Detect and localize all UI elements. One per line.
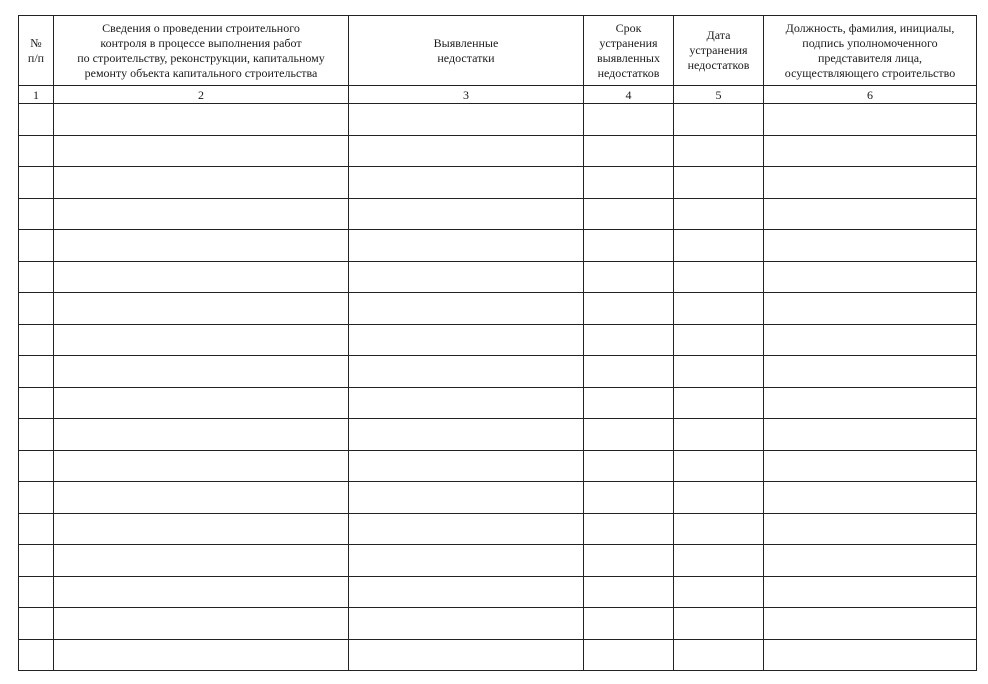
table-row bbox=[19, 104, 977, 136]
empty-cell bbox=[764, 576, 977, 608]
empty-cell bbox=[19, 450, 54, 482]
empty-cell bbox=[764, 293, 977, 325]
empty-cell bbox=[19, 356, 54, 388]
empty-cell bbox=[19, 167, 54, 199]
header-col-4-line: Срок bbox=[615, 20, 642, 35]
table-row bbox=[19, 261, 977, 293]
header-col-3-line: недостатки bbox=[437, 50, 495, 65]
empty-cell bbox=[349, 167, 584, 199]
empty-cell bbox=[674, 419, 764, 451]
empty-cell bbox=[54, 261, 349, 293]
empty-cell bbox=[19, 576, 54, 608]
empty-cell bbox=[674, 135, 764, 167]
empty-cell bbox=[674, 639, 764, 671]
empty-cell bbox=[54, 608, 349, 640]
header-col-5-line: Дата bbox=[706, 28, 731, 42]
empty-cell bbox=[349, 356, 584, 388]
empty-cell bbox=[349, 639, 584, 671]
empty-cell bbox=[19, 387, 54, 419]
empty-cell bbox=[674, 513, 764, 545]
empty-cell bbox=[764, 387, 977, 419]
empty-cell bbox=[349, 324, 584, 356]
empty-cell bbox=[584, 450, 674, 482]
empty-cell bbox=[19, 545, 54, 577]
empty-cell bbox=[349, 230, 584, 262]
header-col-4-line: устранения bbox=[599, 35, 658, 50]
table-row bbox=[19, 450, 977, 482]
empty-cell bbox=[674, 545, 764, 577]
empty-cell bbox=[54, 482, 349, 514]
empty-cell bbox=[674, 230, 764, 262]
header-col-4 bbox=[584, 16, 674, 86]
header-col-5 bbox=[674, 16, 764, 86]
empty-cell bbox=[764, 324, 977, 356]
header-col-6-line: представителя лица, bbox=[817, 50, 923, 65]
table-row bbox=[19, 545, 977, 577]
empty-cell bbox=[764, 482, 977, 514]
empty-cell bbox=[674, 482, 764, 514]
empty-cell bbox=[674, 261, 764, 293]
empty-cell bbox=[584, 482, 674, 514]
empty-cell bbox=[764, 198, 977, 230]
empty-cell bbox=[584, 639, 674, 671]
empty-cell bbox=[349, 608, 584, 640]
empty-cell bbox=[764, 356, 977, 388]
empty-cell bbox=[674, 293, 764, 325]
table-row bbox=[19, 356, 977, 388]
empty-cell bbox=[54, 545, 349, 577]
empty-cell bbox=[54, 167, 349, 199]
empty-cell bbox=[54, 293, 349, 325]
empty-cell bbox=[764, 639, 977, 671]
empty-cell bbox=[584, 230, 674, 262]
table-row bbox=[19, 387, 977, 419]
construction-control-log-table bbox=[18, 15, 977, 671]
empty-cell bbox=[674, 324, 764, 356]
empty-cell bbox=[674, 608, 764, 640]
empty-cell bbox=[764, 261, 977, 293]
empty-cell bbox=[349, 387, 584, 419]
empty-cell bbox=[19, 482, 54, 514]
empty-cell bbox=[19, 261, 54, 293]
empty-cell bbox=[19, 608, 54, 640]
empty-cell bbox=[584, 261, 674, 293]
column-number: 1 bbox=[19, 86, 54, 104]
empty-cell bbox=[674, 576, 764, 608]
table-row bbox=[19, 639, 977, 671]
empty-cell bbox=[54, 135, 349, 167]
empty-cell bbox=[764, 104, 977, 136]
table-row bbox=[19, 576, 977, 608]
header-col-3-line: Выявленные bbox=[433, 35, 499, 50]
empty-cell bbox=[19, 513, 54, 545]
empty-cell bbox=[349, 261, 584, 293]
empty-cell bbox=[674, 198, 764, 230]
empty-cell bbox=[584, 356, 674, 388]
empty-cell bbox=[584, 104, 674, 136]
column-number: 6 bbox=[764, 86, 977, 104]
column-number: 4 bbox=[584, 86, 674, 104]
header-col-1-line: п/п bbox=[27, 50, 45, 65]
empty-cell bbox=[19, 639, 54, 671]
empty-cell bbox=[584, 198, 674, 230]
empty-cell bbox=[19, 324, 54, 356]
empty-cell bbox=[584, 167, 674, 199]
empty-cell bbox=[674, 387, 764, 419]
header-col-6-line: Должность, фамилия, инициалы, bbox=[785, 20, 955, 35]
empty-cell bbox=[19, 198, 54, 230]
empty-cell bbox=[54, 513, 349, 545]
empty-cell bbox=[764, 167, 977, 199]
construction-control-log-sheet bbox=[18, 15, 977, 671]
empty-cell bbox=[764, 230, 977, 262]
empty-cell bbox=[19, 135, 54, 167]
table-row bbox=[19, 293, 977, 325]
empty-cell bbox=[349, 135, 584, 167]
header-col-1 bbox=[19, 16, 54, 86]
empty-cell bbox=[349, 198, 584, 230]
header-col-3 bbox=[349, 16, 584, 86]
empty-cell bbox=[19, 293, 54, 325]
empty-cell bbox=[584, 513, 674, 545]
header-col-4-line: недостатков bbox=[597, 65, 660, 80]
empty-cell bbox=[584, 324, 674, 356]
header-col-6-line: подпись уполномоченного bbox=[802, 35, 938, 50]
empty-cell bbox=[349, 545, 584, 577]
table-row bbox=[19, 482, 977, 514]
header-col-5-line: недостатков bbox=[687, 58, 750, 72]
header-col-6 bbox=[764, 16, 977, 86]
empty-cell bbox=[349, 482, 584, 514]
header-col-6-line: осуществляющего строительство bbox=[784, 65, 956, 80]
table-row bbox=[19, 135, 977, 167]
table-row bbox=[19, 324, 977, 356]
empty-cell bbox=[584, 608, 674, 640]
empty-cell bbox=[349, 293, 584, 325]
empty-cell bbox=[19, 419, 54, 451]
empty-cell bbox=[54, 419, 349, 451]
header-row bbox=[19, 16, 977, 86]
empty-cell bbox=[54, 387, 349, 419]
empty-cell bbox=[349, 576, 584, 608]
table-row bbox=[19, 230, 977, 262]
column-number-row bbox=[19, 86, 977, 104]
header-col-2-line: по строительству, реконструкции, капитальному bbox=[77, 50, 325, 65]
table-row bbox=[19, 167, 977, 199]
empty-cell bbox=[674, 356, 764, 388]
empty-cell bbox=[764, 513, 977, 545]
empty-cell bbox=[674, 104, 764, 136]
empty-cell bbox=[19, 104, 54, 136]
header-col-1-line: № bbox=[30, 35, 42, 50]
empty-cell bbox=[54, 324, 349, 356]
empty-cell bbox=[674, 167, 764, 199]
empty-cell bbox=[54, 450, 349, 482]
header-col-2-line: Сведения о проведении строительного bbox=[102, 20, 300, 35]
table-row bbox=[19, 198, 977, 230]
empty-cell bbox=[584, 545, 674, 577]
header-col-4-line: выявленных bbox=[597, 50, 660, 65]
column-number: 3 bbox=[349, 86, 584, 104]
empty-cell bbox=[349, 104, 584, 136]
empty-cell bbox=[764, 450, 977, 482]
empty-cell bbox=[764, 135, 977, 167]
table-row bbox=[19, 419, 977, 451]
empty-cell bbox=[54, 104, 349, 136]
empty-cell bbox=[54, 576, 349, 608]
table-row bbox=[19, 608, 977, 640]
empty-cell bbox=[54, 198, 349, 230]
header-col-2-line: ремонту объекта капитального строительства bbox=[84, 65, 318, 80]
empty-cell bbox=[584, 576, 674, 608]
header-col-2-line: контроля в процессе выполнения работ bbox=[100, 35, 302, 50]
empty-cell bbox=[54, 230, 349, 262]
empty-cell bbox=[764, 545, 977, 577]
empty-cell bbox=[54, 639, 349, 671]
empty-cell bbox=[349, 450, 584, 482]
empty-cell bbox=[764, 419, 977, 451]
table-row bbox=[19, 513, 977, 545]
empty-cell bbox=[764, 608, 977, 640]
header-col-2 bbox=[54, 16, 349, 86]
column-number: 5 bbox=[674, 86, 764, 104]
empty-cell bbox=[349, 513, 584, 545]
empty-cell bbox=[54, 356, 349, 388]
empty-cell bbox=[584, 135, 674, 167]
column-number: 2 bbox=[54, 86, 349, 104]
empty-cell bbox=[584, 387, 674, 419]
empty-cell bbox=[674, 450, 764, 482]
empty-cell bbox=[584, 293, 674, 325]
empty-cell bbox=[584, 419, 674, 451]
empty-cell bbox=[19, 230, 54, 262]
empty-cell bbox=[349, 419, 584, 451]
header-col-5-line: устранения bbox=[689, 43, 748, 57]
